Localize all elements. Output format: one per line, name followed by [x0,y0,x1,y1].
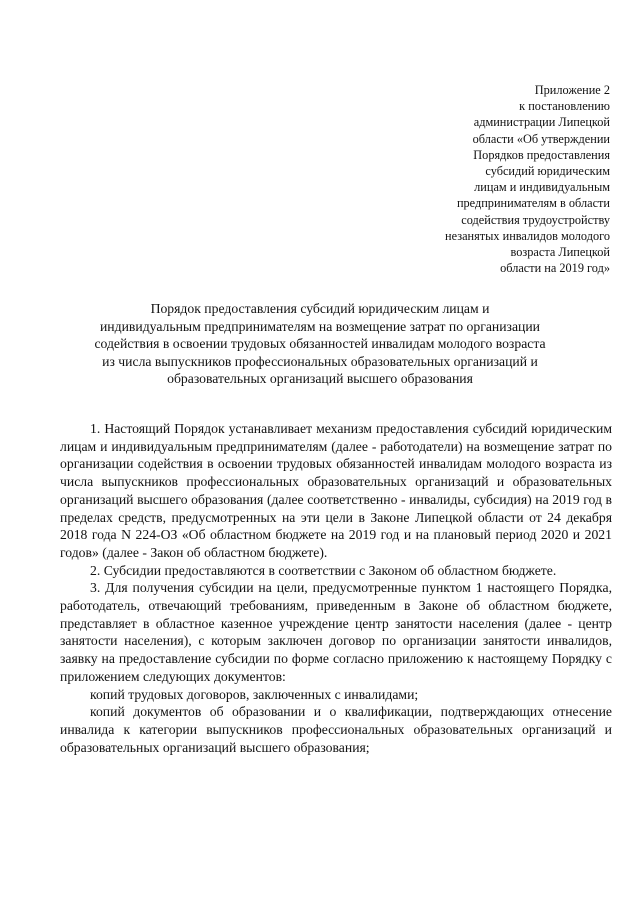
paragraph-1: 1. Настоящий Порядок устанавливает механизм предоставления субсидий юридическим лицам и индивидуальным предпринимателям (далее - работодатели) на возмещение затрат по организации содействия в освоении трудовых обязанностей инвалидам молодого возраста из числа выпускников профессиональных образовательных организаций и образовательных организаций высшего образования (далее соответственно - инвалиды, субсидия) на 2019 год в пределах средств, предусмотренных на эти цели в Законе Липецкой области от 24 декабря 2018 года N 224-ОЗ «Об областном бюджете на 2019 год и на плановый период 2020 и 2021 годов» (далее - Закон об областном бюджете). [60,421,612,560]
list-item-contracts: копий трудовых договоров, заключенных с инвалидами; [90,686,419,702]
appendix-header [380,82,610,276]
appendix-line: администрации Липецкой [473,115,610,130]
appendix-line: возраста Липецкой [510,245,610,260]
paragraph-2: 2. Субсидии предоставляются в соответствии с Законом об областном бюджете. [90,562,557,578]
appendix-line: области «Об утверждении [472,131,610,146]
appendix-line: субсидий юридическим [485,164,610,179]
appendix-line: предпринимателям в области [456,196,610,211]
appendix-line: Приложение 2 [534,83,610,97]
appendix-line: незанятых инвалидов молодого [445,228,610,243]
title-line: образовательных организаций высшего образования [167,371,473,387]
document-title [40,300,600,388]
document-body [60,420,612,756]
appendix-line: к постановлению [519,99,610,114]
title-line: индивидуальным предпринимателям на возмещение затрат по организации [99,318,541,334]
title-line: содействия в освоении трудовых обязанностей инвалидам молодого возраста [94,336,546,352]
paragraph-3: 3. Для получения субсидии на цели, предусмотренные пунктом 1 настоящего Порядка, работодатель, отвечающий требованиям, приведенным в Законе об областном бюджете, представляет в областное казенное учреждение центр занятости населения (далее - центр занятости населения), с которым заключен договор по организации занятости инвалидов, заявку на предоставление субсидии по форме согласно приложению к настоящему Порядку с приложением следующих документов: [60,580,612,684]
title-line: из числа выпускников профессиональных образовательных организаций и [102,353,538,369]
appendix-line: Порядков предоставления [473,147,610,162]
list-item-education-documents: копий документов об образовании и о квалификации, подтверждающих отнесение инвалида к категории выпускников профессиональных образовательных организаций и образовательных организаций высшего образования; [60,704,612,755]
appendix-line: содействия трудоустройству [461,212,610,227]
title-line: Порядок предоставления субсидий юридическим лицам и [150,301,490,316]
appendix-line: лицам и индивидуальным [474,180,610,195]
appendix-line: области на 2019 год» [500,261,610,276]
